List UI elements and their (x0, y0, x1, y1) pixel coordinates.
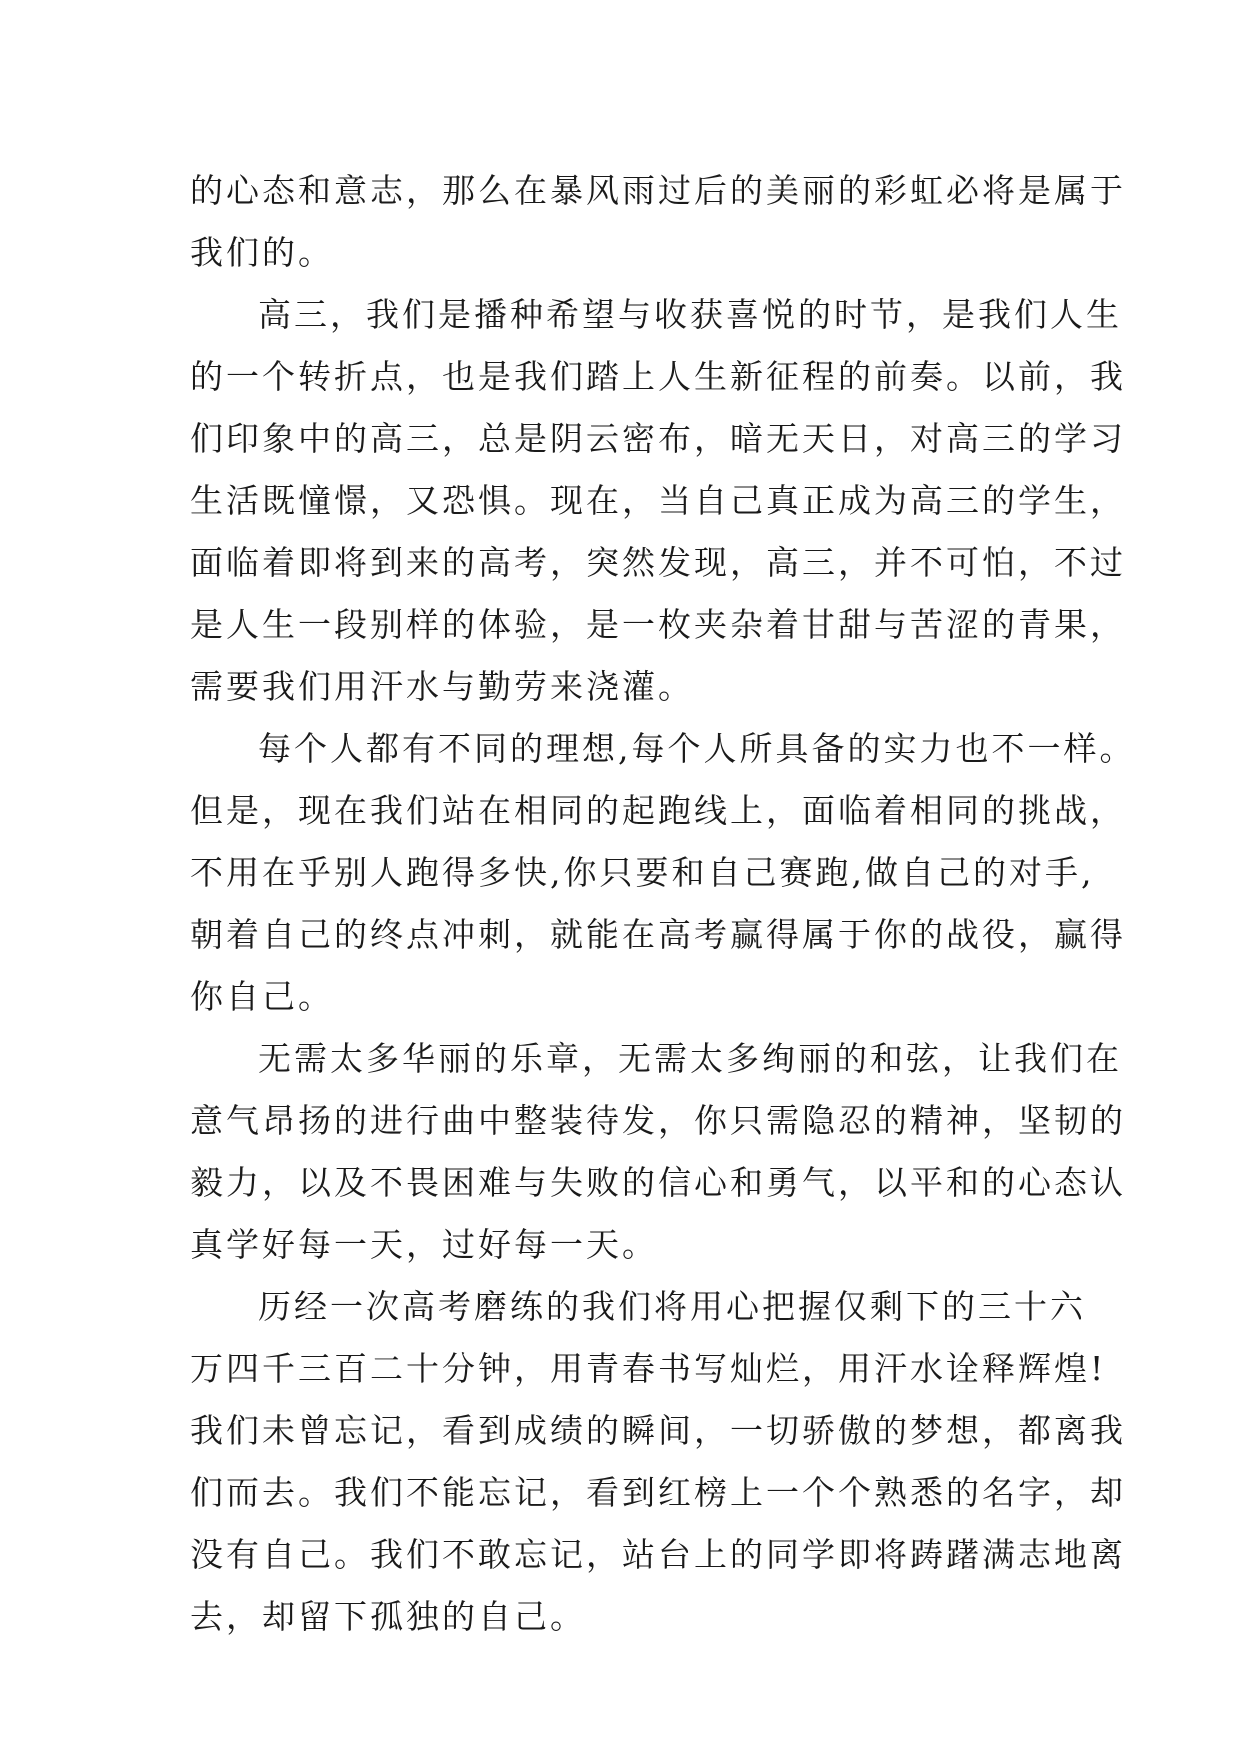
text-line: 你自己。 (190, 977, 334, 1016)
text-line: 高三，我们是播种希望与收获喜悦的时节，是我们人生 (258, 295, 1122, 334)
text-line: 需要我们用汗水与勤劳来浇灌。 (190, 667, 694, 706)
paragraph-5 (190, 1276, 1126, 1648)
text-line: 们印象中的高三，总是阴云密布，暗无天日，对高三的学习 (190, 419, 1126, 458)
text-line: 们而去。我们不能忘记，看到红榜上一个个熟悉的名字，却 (190, 1473, 1126, 1512)
text-line: 不用在乎别人跑得多快,你只要和自己赛跑,做自己的对手, (190, 853, 1095, 892)
text-line: 是人生一段别样的体验，是一枚夹杂着甘甜与苦涩的青果， (190, 605, 1126, 644)
text-line: 生活既憧憬，又恐惧。现在，当自己真正成为高三的学生， (190, 481, 1126, 520)
paragraph-3 (190, 718, 1136, 1028)
text-line: 我们的。 (190, 233, 334, 272)
text-line: 去，却留下孤独的自己。 (190, 1597, 586, 1636)
text-line: 面临着即将到来的高考，突然发现，高三，并不可怕，不过 (190, 543, 1126, 582)
text-line: 历经一次高考磨练的我们将用心把握仅剩下的三十六 (258, 1287, 1086, 1326)
text-line: 意气昂扬的进行曲中整装待发，你只需隐忍的精神，坚韧的 (190, 1101, 1126, 1140)
text-line: 朝着自己的终点冲刺，就能在高考赢得属于你的战役，赢得 (190, 915, 1126, 954)
text-line: 但是，现在我们站在相同的起跑线上，面临着相同的挑战， (190, 791, 1126, 830)
paragraph-1 (190, 160, 1126, 284)
text-line: 没有自己。我们不敢忘记，站台上的同学即将踌躇满志地离 (190, 1535, 1126, 1574)
text-line: 无需太多华丽的乐章，无需太多绚丽的和弦，让我们在 (258, 1039, 1122, 1078)
text-line: 真学好每一天，过好每一天。 (190, 1225, 658, 1264)
text-line: 的一个转折点，也是我们踏上人生新征程的前奏。以前，我 (190, 357, 1126, 396)
paragraph-4 (190, 1028, 1126, 1276)
text-line: 每个人都有不同的理想,每个人所具备的实力也不一样。 (258, 729, 1136, 768)
text-line: 我们未曾忘记，看到成绩的瞬间，一切骄傲的梦想，都离我 (190, 1411, 1126, 1450)
text-line: 万四千三百二十分钟，用青春书写灿烂，用汗水诠释辉煌! (190, 1349, 1107, 1388)
paragraph-2 (190, 284, 1126, 718)
body-text (190, 160, 1136, 1648)
text-line: 毅力，以及不畏困难与失败的信心和勇气，以平和的心态认 (190, 1163, 1126, 1202)
text-line: 的心态和意志，那么在暴风雨过后的美丽的彩虹必将是属于 (190, 171, 1126, 210)
